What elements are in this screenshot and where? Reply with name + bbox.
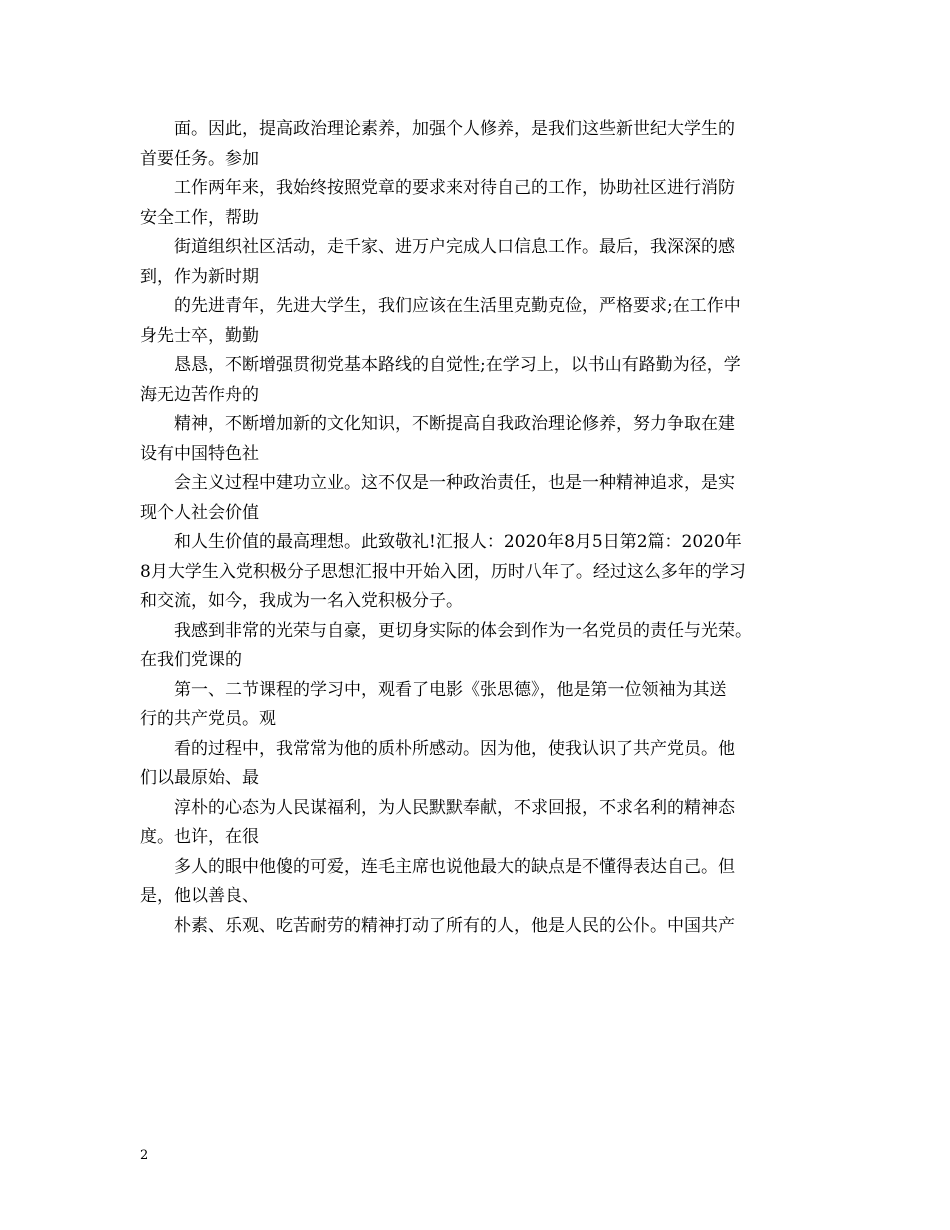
text-line: 行的共产党员。观 bbox=[140, 709, 276, 729]
text-line: 恳恳，不断增强贯彻党基本路线的自觉性;在学习上，以书山有路勤为径，学 bbox=[174, 355, 741, 375]
page-number: 2 bbox=[140, 1148, 149, 1163]
text-line: 我感到非常的光荣与自豪，更切身实际的体会到作为一名党员的责任与光荣。 bbox=[174, 620, 752, 641]
text-line: 在我们党课的 bbox=[140, 650, 242, 670]
text-line: 第一、二节课程的学习中，观看了电影《张思德》，他是第一位领袖为其送 bbox=[174, 679, 727, 700]
text-line: 街道组织社区活动，走千家、进万户完成人口信息工作。最后，我深深的感 bbox=[174, 237, 735, 257]
text-line: 会主义过程中建功立业。这不仅是一种政治责任，也是一种精神追求，是实 bbox=[174, 473, 735, 493]
text-line: 看的过程中，我常常为他的质朴所感动。因为他，使我认识了共产党员。他 bbox=[174, 738, 735, 759]
text-line: 是，他以善良、 bbox=[140, 886, 259, 906]
text-line: 精神，不断增加新的文化知识，不断提高自我政治理论修养，努力争取在建 bbox=[174, 414, 735, 434]
text-line: 海无边苦作舟的 bbox=[140, 384, 259, 405]
text-line: 身先士卒，勤勤 bbox=[140, 325, 259, 346]
text-line: 设有中国特色社 bbox=[140, 443, 259, 464]
text-line: 和交流，如今，我成为一名入党积极分子。 bbox=[140, 591, 463, 611]
text-line: 的先进青年，先进大学生，我们应该在生活里克勤克俭，严格要求;在工作中 bbox=[174, 296, 741, 316]
text-line: 度。也许，在很 bbox=[140, 827, 259, 847]
text-line: 现个人社会价值 bbox=[140, 502, 259, 523]
text-line: 们以最原始、最 bbox=[140, 768, 259, 788]
text-line: 多人的眼中他傻的可爱，连毛主席也说他最大的缺点是不懂得表达自己。但 bbox=[174, 856, 735, 877]
text-line: 淳朴的心态为人民谋福利，为人民默默奉献，不求回报，不求名利的精神态 bbox=[174, 797, 735, 818]
text-line: 到，作为新时期 bbox=[140, 266, 259, 287]
text-line: 安全工作，帮助 bbox=[140, 207, 259, 228]
text-line: 面。因此，提高政治理论素养，加强个人修养，是我们这些新世纪大学生的 bbox=[174, 119, 735, 139]
text-line: 工作两年来，我始终按照党章的要求来对待自己的工作，协助社区进行消防 bbox=[174, 178, 735, 198]
text-line: 8月大学生入党积极分子思想汇报中开始入团，历时八年了。经过这么多年的学习 bbox=[140, 561, 746, 582]
document-body bbox=[140, 115, 820, 941]
text-line: 和人生价值的最高理想。此致敬礼!汇报人：2020年8月5日第2篇：2020年 bbox=[174, 532, 742, 552]
text-line: 朴素、乐观、吃苦耐劳的精神打动了所有的人，他是人民的公仆。中国共产 bbox=[174, 915, 735, 936]
text-line: 首要任务。参加 bbox=[140, 148, 259, 169]
